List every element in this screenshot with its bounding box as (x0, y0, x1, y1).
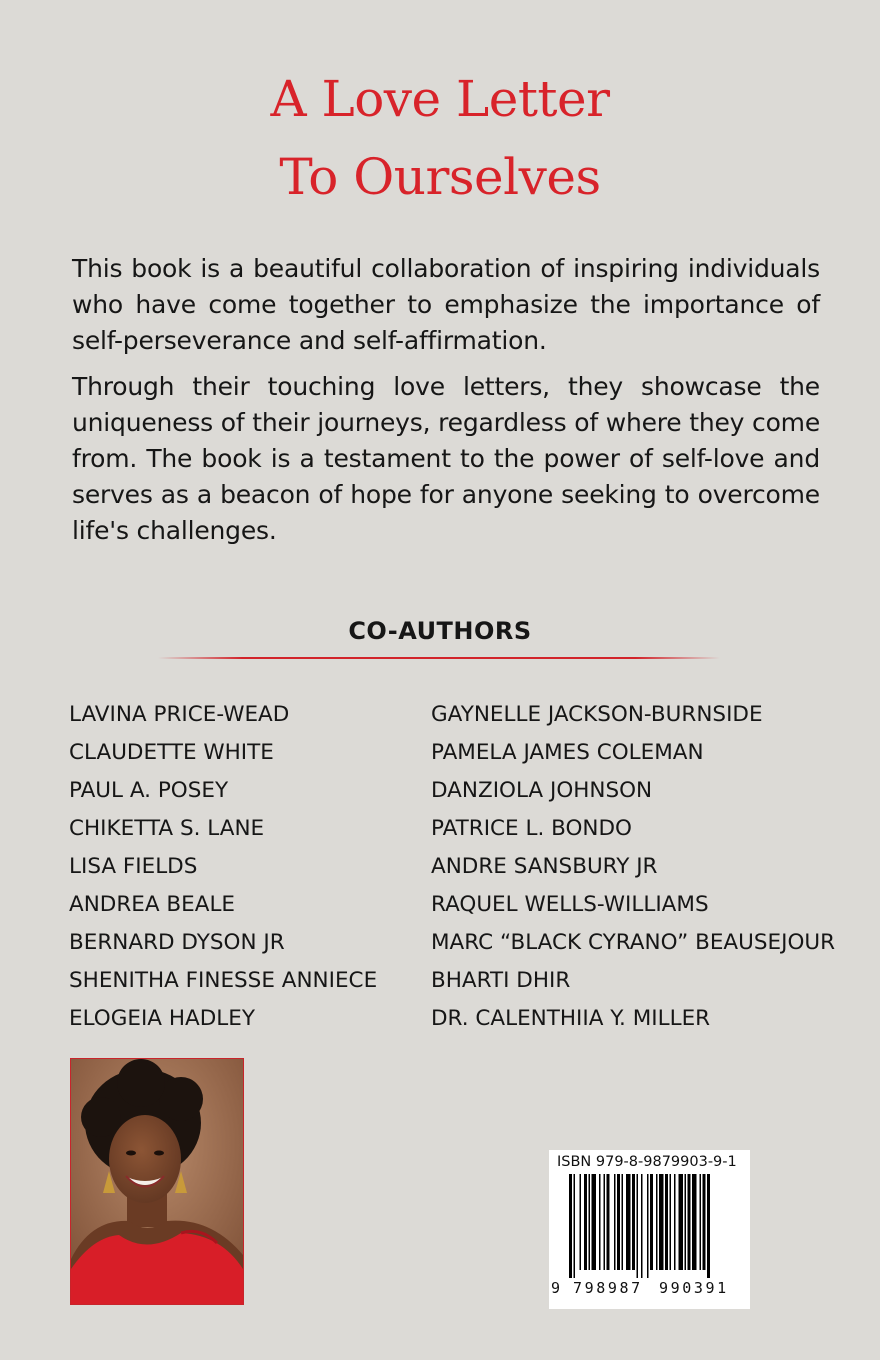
barcode-bar (656, 1174, 658, 1270)
barcode-bars (549, 1174, 750, 1278)
coauthor-name: LAVINA PRICE-WEAD (69, 702, 290, 727)
coauthor-name: DR. CALENTHIIA Y. MILLER (431, 1006, 711, 1031)
coauthors-heading: CO-AUTHORS (348, 617, 532, 645)
coauthor-name: BHARTI DHIR (431, 968, 571, 993)
barcode-bar (707, 1174, 710, 1278)
barcode-bar (589, 1174, 591, 1270)
description-paragraph-2: Through their touching love letters, they showcase the uniqueness of their journeys, regardless of where they come from. The book is a testament to the power of self-love and serves as a beacon of hope for anyone seeking to overcome life's challenges. (72, 372, 820, 545)
barcode-bar (614, 1174, 616, 1270)
coauthor-name: CHIKETTA S. LANE (69, 816, 265, 841)
barcode-bar (626, 1174, 631, 1270)
barcode-bar (647, 1174, 649, 1278)
barcode-bar (641, 1174, 643, 1278)
barcode-bar (665, 1174, 668, 1270)
barcode-bar (670, 1174, 672, 1270)
barcode-bar (703, 1174, 706, 1270)
coauthors-list-left (69, 696, 377, 1038)
coauthor-name: ANDRE SANSBURY JR (431, 854, 658, 879)
barcode-bar (592, 1174, 597, 1270)
coauthor-name: ANDREA BEALE (69, 892, 236, 917)
book-title-line-2: To Ourselves (279, 148, 601, 206)
barcode-bar (584, 1174, 587, 1270)
coauthor-name: SHENITHA FINESSE ANNIECE (69, 968, 378, 993)
coauthor-name: RAQUEL WELLS-WILLIAMS (431, 892, 709, 917)
barcode-bar (650, 1174, 653, 1270)
isbn-barcode (549, 1150, 750, 1309)
barcode-bar (599, 1174, 601, 1270)
coauthor-name: CLAUDETTE WHITE (69, 740, 274, 765)
coauthor-name: ELOGEIA HADLEY (69, 1006, 255, 1031)
coauthors-list-right (431, 696, 835, 1038)
book-title-line-1: A Love Letter (270, 70, 610, 128)
description-paragraph-1: This book is a beautiful collaboration of inspiring individuals who have come together to emphasize the importance of self-perseverance and self-affirmation. (72, 254, 820, 355)
coauthor-name: BERNARD DYSON JR (69, 930, 285, 955)
barcode-bar (607, 1174, 610, 1270)
barcode-lead-digit: 9 (551, 1279, 561, 1297)
author-photo (70, 1058, 244, 1305)
barcode-bar (688, 1174, 691, 1270)
barcode-bar (679, 1174, 684, 1270)
barcode-bar (604, 1174, 606, 1270)
coauthor-name: PAMELA JAMES COLEMAN (431, 740, 704, 765)
barcode-bar (637, 1174, 639, 1278)
barcode-bar (617, 1174, 620, 1270)
coauthor-name: LISA FIELDS (69, 854, 198, 879)
barcode-bar (685, 1174, 687, 1270)
coauthor-name: GAYNELLE JACKSON-BURNSIDE (431, 702, 763, 727)
red-divider-line (158, 657, 720, 659)
barcode-bar (622, 1174, 624, 1270)
barcode-bar (700, 1174, 702, 1270)
barcode-left-digits: 798987 (573, 1279, 643, 1297)
barcode-bar (674, 1174, 676, 1270)
barcode-bar (580, 1174, 582, 1270)
coauthor-name: PATRICE L. BONDO (431, 816, 632, 841)
coauthor-name: PAUL A. POSEY (69, 778, 229, 803)
isbn-label: ISBN 979-8-9879903-9-1 (557, 1154, 737, 1170)
barcode-bar (692, 1174, 697, 1270)
coauthor-name: DANZIOLA JOHNSON (431, 778, 653, 803)
barcode-bar (632, 1174, 635, 1270)
coauthor-name: MARC “BLACK CYRANO” BEAUSEJOUR (431, 930, 836, 955)
author-portrait-illustration (71, 1059, 243, 1304)
barcode-bar (659, 1174, 664, 1270)
barcode-bar (569, 1174, 572, 1278)
barcode-right-digits: 990391 (659, 1279, 729, 1297)
barcode-bar (574, 1174, 576, 1278)
